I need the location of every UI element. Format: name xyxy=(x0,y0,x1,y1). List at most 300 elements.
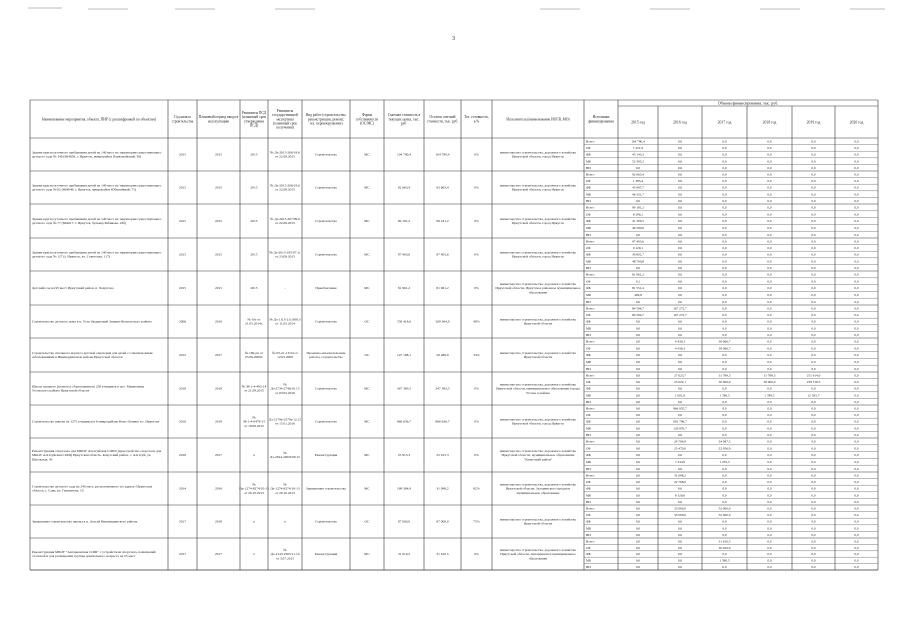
funding-value: 45 067,7 xyxy=(632,185,644,190)
funding-value: 0,0 xyxy=(677,165,683,170)
funding-value: 0,0 xyxy=(811,552,816,557)
object-field: 2015 xyxy=(215,252,222,257)
object-field: № Пр-1274-8274/10-13 от 29.10.2013 xyxy=(239,482,269,495)
funding-value: 0,0 xyxy=(767,459,772,464)
funding-value: 0,0 xyxy=(635,486,641,491)
funding-source-code: ВИ xyxy=(586,165,591,170)
funding-value: 0,0 xyxy=(767,446,772,451)
funding-value: 0,0 xyxy=(767,172,772,177)
funding-value: 0,0 xyxy=(767,532,772,537)
funding-value: 0,0 xyxy=(635,373,641,378)
funding-value: 7 234,9 xyxy=(674,459,686,464)
object-field: № Дз-2015-185/07.11 от 23.09.2015 xyxy=(269,250,301,259)
object-field: 2018 xyxy=(179,386,186,391)
object-field: № Дз-1113-2113/08.3 от 11.05.2014 xyxy=(269,317,301,326)
funding-source-code: ОБ xyxy=(586,346,591,351)
object-field: 99 181,2 xyxy=(397,219,411,224)
funding-value: 0,0 xyxy=(722,179,727,184)
funding-source-code: ОБ xyxy=(586,313,591,318)
funding-value: 0,0 xyxy=(854,212,859,217)
column-header: Исполнитель (наименование ИОГВ, МО) xyxy=(506,117,570,122)
object-field: министерство строительства, дорожного хозяйства Иркутской области xyxy=(500,351,576,360)
funding-value: 0,0 xyxy=(722,192,727,197)
funding-value: 0,0 xyxy=(854,459,859,464)
funding-value: 30 000,0 xyxy=(718,380,731,385)
funding-value: 0,0 xyxy=(767,299,772,304)
object-field: 0% xyxy=(474,286,479,291)
funding-value: 0,0 xyxy=(635,332,641,337)
funding-value: 0,0 xyxy=(767,339,772,344)
funding-source-code: ОБ xyxy=(586,246,591,251)
funding-value: 23 470,0 xyxy=(674,446,686,451)
funding-value: 0,0 xyxy=(811,165,816,170)
funding-value: 0,0 xyxy=(811,279,816,284)
funding-value: 0,0 xyxy=(677,545,683,550)
funding-value: 0,0 xyxy=(722,185,727,190)
funding-value: 0,0 xyxy=(811,146,816,151)
funding-value: 0,0 xyxy=(677,453,683,458)
funding-value: 0,0 xyxy=(854,526,859,531)
funding-value: 0,0 xyxy=(854,265,859,270)
funding-value: 0,0 xyxy=(722,152,727,157)
funding-value: 0,0 xyxy=(811,480,816,485)
funding-value: 0,0 xyxy=(635,380,641,385)
funding-source-code: Всего xyxy=(586,339,595,344)
funding-source-code: ФБ xyxy=(586,185,591,190)
funding-source-code: МБ xyxy=(586,292,591,297)
funding-value: 0,0 xyxy=(767,306,772,311)
funding-value: 0,0 xyxy=(811,545,816,550)
funding-value: 30 029,9 xyxy=(718,545,731,550)
object-field: 104 790,4 xyxy=(397,152,411,157)
funding-value: 0,0 xyxy=(722,332,727,337)
funding-value: 0,0 xyxy=(767,480,772,485)
funding-value: 0,0 xyxy=(854,286,859,291)
funding-value: 0,0 xyxy=(767,192,772,197)
funding-value: 0,0 xyxy=(854,225,859,230)
object-field: 2006 xyxy=(179,319,186,324)
object-name: Детский сад на 95 мест Иркутский район, п. Хомутово xyxy=(32,286,114,291)
object-field: МС xyxy=(364,552,370,557)
funding-source-code: ФБ xyxy=(586,386,591,391)
object-field: МС xyxy=(364,486,370,491)
funding-value: 0,0 xyxy=(635,493,641,498)
funding-value: 0,0 xyxy=(722,232,727,237)
funding-value: 0,0 xyxy=(811,359,816,364)
funding-value: 81 961,2 xyxy=(632,272,644,277)
object-field: 99 181,2 xyxy=(436,219,449,224)
funding-value: 0,0 xyxy=(854,159,859,164)
object-field: № Дз-2143-2365/11.14 от 3.07.2015 xyxy=(270,548,300,561)
funding-source-code: ОБ xyxy=(586,179,591,184)
object-field: № Дз-2624-200/6/09.15 xyxy=(269,451,301,460)
column-header: Источники финансирования xyxy=(588,115,614,124)
object-field: 2015 xyxy=(250,185,258,190)
object-field: 2016 xyxy=(215,319,222,324)
object-field: министерство строительства, дорожного хозяйства Иркутской области, Заларинское городское муниципальное образование xyxy=(500,482,576,495)
funding-value: 0,0 xyxy=(767,558,772,563)
funding-value: 0,0 xyxy=(811,326,816,331)
funding-value: 0,0 xyxy=(677,152,683,157)
funding-value: 0,0 xyxy=(677,292,683,297)
funding-value: 0,0 xyxy=(722,532,727,537)
funding-value: 0,0 xyxy=(767,366,772,371)
object-field: 92 663,4 xyxy=(397,185,411,190)
funding-value: 7 251,9 xyxy=(632,146,644,151)
funding-value: 0,0 xyxy=(722,413,727,418)
funding-value: 0,0 xyxy=(767,212,772,217)
funding-source-code: ВИ xyxy=(586,299,591,304)
funding-value: 0,0 xyxy=(854,146,859,151)
funding-value: 0,0 xyxy=(854,473,859,478)
funding-value: 0,0 xyxy=(854,426,859,431)
object-field: 104 790,4 xyxy=(435,152,450,157)
funding-value: 0,0 xyxy=(854,486,859,491)
funding-value: 0,0 xyxy=(854,185,859,190)
funding-value: 0,0 xyxy=(767,486,772,491)
funding-value: 0,0 xyxy=(854,198,859,203)
funding-value: 97 403,6 xyxy=(632,239,644,244)
funding-value: 52 395,2 xyxy=(632,159,644,164)
funding-value: 1 580,5 xyxy=(719,558,730,563)
funding-value: 0,0 xyxy=(811,386,816,391)
funding-source-code: Всего xyxy=(586,272,595,277)
funding-source-code: ОБ xyxy=(586,480,591,485)
object-field: № Дз-2015-206/18.6 от 22.09.2015 xyxy=(270,150,300,159)
funding-value: 0,0 xyxy=(677,198,683,203)
funding-source-code: ФБ xyxy=(586,453,591,458)
funding-value: 0,0 xyxy=(811,413,816,418)
object-field: 82% xyxy=(473,486,480,491)
funding-value: 0,0 xyxy=(677,205,683,210)
funding-value: 0,0 xyxy=(722,366,727,371)
object-field: № Дз-2734-2746/10.15 от 03.02.2016 xyxy=(270,382,300,395)
funding-value: 1 385,4 xyxy=(632,179,644,184)
object-field: № 38-1-4-492-14 от 21.09.2015 xyxy=(241,384,267,393)
funding-value: 1 789,5 xyxy=(719,393,730,398)
object-field: 2017 xyxy=(179,519,186,524)
funding-value: 0,0 xyxy=(811,313,816,318)
funding-value: 0,0 xyxy=(722,246,727,251)
funding-value: 0,0 xyxy=(811,513,816,518)
year-header: 2015 год xyxy=(631,120,645,125)
funding-value: 0,0 xyxy=(722,299,727,304)
funding-value: 0,0 xyxy=(722,146,727,151)
funding-value: 0,0 xyxy=(677,486,683,491)
funding-value: 0,0 xyxy=(635,399,641,404)
funding-value: 0,0 xyxy=(811,459,816,464)
funding-value: 0,0 xyxy=(677,539,683,544)
object-field: 2019 xyxy=(215,419,222,424)
funding-source-code: Всего xyxy=(586,205,595,210)
funding-value: 0,0 xyxy=(677,139,683,144)
object-name: Завершение строительства школы в п. Атагай Нижнеудинского района xyxy=(32,519,138,524)
object-field: 2017 xyxy=(215,453,222,458)
funding-value: 0,0 xyxy=(767,353,772,358)
column-header: Реквизиты ПСД (плановый срок утверждения ПСД) xyxy=(241,111,267,128)
funding-source-code: МБ xyxy=(586,558,591,563)
funding-value: 0,0 xyxy=(635,499,641,504)
funding-value: 0,0 xyxy=(854,446,859,451)
funding-value: 167 272,7 xyxy=(673,306,687,311)
funding-value: 0,0 xyxy=(767,564,772,569)
object-field: МС xyxy=(364,219,370,224)
funding-value: 30 000,0 xyxy=(763,380,776,385)
funding-value: 0,0 xyxy=(635,198,641,203)
funding-value: 0,0 xyxy=(811,493,816,498)
funding-value: 0,0 xyxy=(722,272,727,277)
funding-value: 0,0 xyxy=(635,265,641,270)
funding-value: 0,0 xyxy=(635,466,641,471)
funding-value: 0,0 xyxy=(767,466,772,471)
funding-source-code: Всего xyxy=(586,373,595,378)
funding-value: 0,0 xyxy=(767,219,772,224)
funding-value: 0,0 xyxy=(635,413,641,418)
object-field: МС xyxy=(364,386,370,391)
funding-source-code: МБ xyxy=(586,159,591,164)
funding-value: 0,0 xyxy=(854,252,859,257)
funding-value: 0,0 xyxy=(767,332,772,337)
object-name: Здание круглосуточного пребывания детей на 140 мест на территории существующего детского сада № 82 (664049, г. Иркутск, микрорайон Юбилейный, 71) xyxy=(32,183,162,192)
funding-value: 99 181,2 xyxy=(632,205,644,210)
funding-value: 0,0 xyxy=(854,519,859,524)
object-name: Здание круглосуточного пребывания детей на 140 мест на территории существующего детского сада № 140 (664058, г. Иркутск, микрорайон Первомайский, 39) xyxy=(32,150,162,159)
funding-value: 0,0 xyxy=(722,399,727,404)
funding-value: 39 066,7 xyxy=(718,339,731,344)
funding-value: 0,0 xyxy=(854,466,859,471)
funding-value: 0,0 xyxy=(854,399,859,404)
funding-source-code: ОБ xyxy=(586,146,591,151)
funding-value: 0,0 xyxy=(854,332,859,337)
funding-value: 0,0 xyxy=(811,246,816,251)
funding-value: 0,0 xyxy=(854,499,859,504)
year-header: 2020 год xyxy=(849,120,864,125)
funding-value: 0,0 xyxy=(854,413,859,418)
funding-source-code: МБ xyxy=(586,259,591,264)
object-field: Дз-2179в-2579а/12.15 от 15.01.2016 xyxy=(268,417,302,426)
funding-source-code: ВИ xyxy=(586,399,591,404)
funding-source-code: ФБ xyxy=(586,252,591,257)
object-field: 2019 xyxy=(215,386,222,391)
funding-value: 84 594,7 xyxy=(632,306,644,311)
year-header: 2017 год xyxy=(717,120,732,125)
object-field: 866 636,7 xyxy=(435,419,450,424)
funding-value: 0,0 xyxy=(854,366,859,371)
funding-value: 52 000,0 xyxy=(718,513,731,518)
funding-value: 0,0 xyxy=(677,146,683,151)
funding-value: 0,0 xyxy=(722,292,727,297)
object-field: 25 915,3 xyxy=(397,453,411,458)
funding-value: 0,0 xyxy=(722,480,727,485)
funding-value: 0,0 xyxy=(767,165,772,170)
funding-value: 0,0 xyxy=(811,539,816,544)
funding-value: 0,0 xyxy=(677,519,683,524)
funding-value: 251 914,0 xyxy=(806,373,821,378)
funding-value: 0,0 xyxy=(811,192,816,197)
object-name: Школа среднего (полного) образования на 250 учащихся в пос. Мишелевка Усольского района Иркутской области xyxy=(32,384,145,393)
funding-value: 49 590,6 xyxy=(632,225,644,230)
funding-value: 0,0 xyxy=(677,353,683,358)
funding-value: 0,0 xyxy=(854,139,859,144)
funding-value: 0,0 xyxy=(722,239,727,244)
funding-value: 0,0 xyxy=(854,380,859,385)
funding-value: 41 300,5 xyxy=(632,219,644,224)
funding-value: 0,0 xyxy=(811,558,816,563)
funding-value: 0,0 xyxy=(767,225,772,230)
funding-value: 0,0 xyxy=(677,159,683,164)
object-field: 75% xyxy=(473,519,480,524)
funding-value: 27 623,7 xyxy=(674,373,686,378)
funding-value: 1 001,6 xyxy=(674,393,686,398)
object-field: МС xyxy=(364,185,370,190)
funding-value: 0,0 xyxy=(767,326,772,331)
object-field: 2017 xyxy=(215,353,222,358)
funding-source-code: Всего xyxy=(586,439,595,444)
funding-value: 0,0 xyxy=(811,139,816,144)
funding-value: 39 066,7 xyxy=(718,346,731,351)
funding-value: 0,0 xyxy=(722,326,727,331)
funding-value: 52 000,0 xyxy=(718,506,731,511)
funding-source-code: МБ xyxy=(586,225,591,230)
funding-value: 0,0 xyxy=(722,159,727,164)
funding-value: 0,0 xyxy=(635,386,641,391)
object-name: Реконструкция МБОУ "Ангарненская СОШ" с устройством спортзала, помещений столовой и для размещения группы дошкольного возраста на 25 мест xyxy=(32,550,156,559)
funding-value: 0,0 xyxy=(767,499,772,504)
object-field: х xyxy=(253,519,255,524)
funding-value: 0,0 xyxy=(854,439,859,444)
funding-value: 0,0 xyxy=(767,453,772,458)
funding-value: 0,0 xyxy=(722,313,727,318)
object-field: 31 610,5 xyxy=(436,552,449,557)
object-field: 0% xyxy=(474,552,479,557)
funding-value: 0,0 xyxy=(767,139,772,144)
funding-value: 0,0 xyxy=(767,426,772,431)
funding-value: 0,0 xyxy=(677,232,683,237)
funding-value: 0,0 xyxy=(811,225,816,230)
funding-value: 0,0 xyxy=(722,212,727,217)
funding-source-code: ФБ xyxy=(586,353,591,358)
funding-value: 129 970,7 xyxy=(673,426,687,431)
funding-value: 0,0 xyxy=(635,326,641,331)
funding-value: 0,0 xyxy=(722,473,727,478)
object-field: 2017 xyxy=(215,552,222,557)
funding-value: 0,0 xyxy=(677,259,683,264)
object-field: 2015 xyxy=(179,185,186,190)
page-number: 3 xyxy=(452,36,455,42)
object-field: № 169-рп от 05.06.2009г. xyxy=(244,351,264,360)
funding-source-code: ОБ xyxy=(586,446,591,451)
funding-source-code: ВИ xyxy=(586,499,591,504)
funding-value: 0,0 xyxy=(635,319,641,324)
funding-value: 0,0 xyxy=(677,332,683,337)
funding-value: 0,0 xyxy=(635,506,641,511)
funding-value: 0,0 xyxy=(854,453,859,458)
object-name: Строительство детского сада на 240 мест, расположенного по адресу: Иркутская область, г. Саян, ул. Гершенова, 10 xyxy=(32,484,153,493)
funding-value: 0,0 xyxy=(854,279,859,284)
funding-value: 0,0 xyxy=(677,413,683,418)
object-field: 558 418,6 xyxy=(397,319,411,324)
funding-value: 0,0 xyxy=(767,526,772,531)
funding-value: 0,0 xyxy=(722,493,727,498)
funding-value: 0,0 xyxy=(767,205,772,210)
funding-value: 0,0 xyxy=(677,279,683,284)
funding-source-code: ОБ xyxy=(586,279,591,284)
funding-source-code: ОБ xyxy=(586,380,591,385)
funding-value: 0,0 xyxy=(811,432,816,437)
funding-value: 0,0 xyxy=(635,346,641,351)
funding-value: 0,0 xyxy=(854,152,859,157)
funding-value: 0,0 xyxy=(677,286,683,291)
funding-source-code: ВИ xyxy=(586,332,591,337)
funding-value: 22 956,9 xyxy=(718,446,731,451)
object-name: Строительство школы на 1275 учащихся в 6 микрорайоне Ново-Ленино в г. Иркутске xyxy=(32,419,160,424)
funding-value: 0,0 xyxy=(811,486,816,491)
funding-value: 0,0 xyxy=(767,473,772,478)
funding-value: 0,0 xyxy=(767,346,772,351)
funding-source-code: ОБ xyxy=(586,413,591,418)
column-header: Наименование мероприятия, объекта, ПИР (с расшифровкой по объектам) xyxy=(42,117,156,122)
funding-value: 0,0 xyxy=(767,179,772,184)
object-field: Строительство xyxy=(314,252,338,257)
funding-source-code: ОБ xyxy=(586,545,591,550)
funding-source-code: МБ xyxy=(586,426,591,431)
object-field: МС xyxy=(364,152,370,157)
funding-value: 0,0 xyxy=(854,506,859,511)
funding-value: 0,0 xyxy=(854,326,859,331)
funding-value: 866 955,7 xyxy=(673,406,687,411)
funding-value: 167 272,7 xyxy=(673,313,687,318)
object-field: 97 403,6 xyxy=(436,252,449,257)
funding-value: 0,0 xyxy=(635,564,641,569)
funding-value: 0,0 xyxy=(635,426,641,431)
funding-value: 0,0 xyxy=(767,292,772,297)
object-field: 2015 xyxy=(250,286,258,291)
funding-value: 0,0 xyxy=(722,419,727,424)
funding-value: 0,0 xyxy=(635,526,641,531)
object-field: 0% xyxy=(474,419,479,424)
funding-value: 0,0 xyxy=(722,564,727,569)
object-field: министерство строительства, дорожного хозяйства Иркутской области, город Иркутск xyxy=(500,217,576,226)
funding-value: 0,0 xyxy=(811,286,816,291)
funding-value: 0,0 xyxy=(635,453,641,458)
object-field: Строительство xyxy=(314,319,338,324)
funding-source-code: ФБ xyxy=(586,286,591,291)
funding-value: 0,0 xyxy=(677,499,683,504)
funding-value: 0,0 xyxy=(635,165,641,170)
funding-value: 0,0 xyxy=(854,552,859,557)
funding-value: 0,0 xyxy=(677,532,683,537)
year-header: 2016 год xyxy=(673,120,687,125)
funding-value: 0,0 xyxy=(854,419,859,424)
funding-value: 0,0 xyxy=(854,545,859,550)
funding-value: 0,0 xyxy=(635,299,641,304)
funding-value: 0,0 xyxy=(854,339,859,344)
object-field: 2015 xyxy=(250,252,258,257)
object-field: МС xyxy=(364,419,370,424)
funding-value: 0,0 xyxy=(767,246,772,251)
funding-source-code: ФБ xyxy=(586,486,591,491)
funding-value: 0,0 xyxy=(767,185,772,190)
year-header: 2019 год xyxy=(806,120,821,125)
funding-value: 0,0 xyxy=(635,558,641,563)
funding-value: 0,0 xyxy=(854,205,859,210)
funding-value: 0,0 xyxy=(635,480,641,485)
funding-value: 0,0 xyxy=(677,326,683,331)
funding-value: 0,0 xyxy=(767,313,772,318)
funding-value: 0,0 xyxy=(767,519,772,524)
object-field: Проектно-изыскательские работы, строительство xyxy=(306,351,346,360)
funding-value: 48 700,8 xyxy=(632,259,644,264)
